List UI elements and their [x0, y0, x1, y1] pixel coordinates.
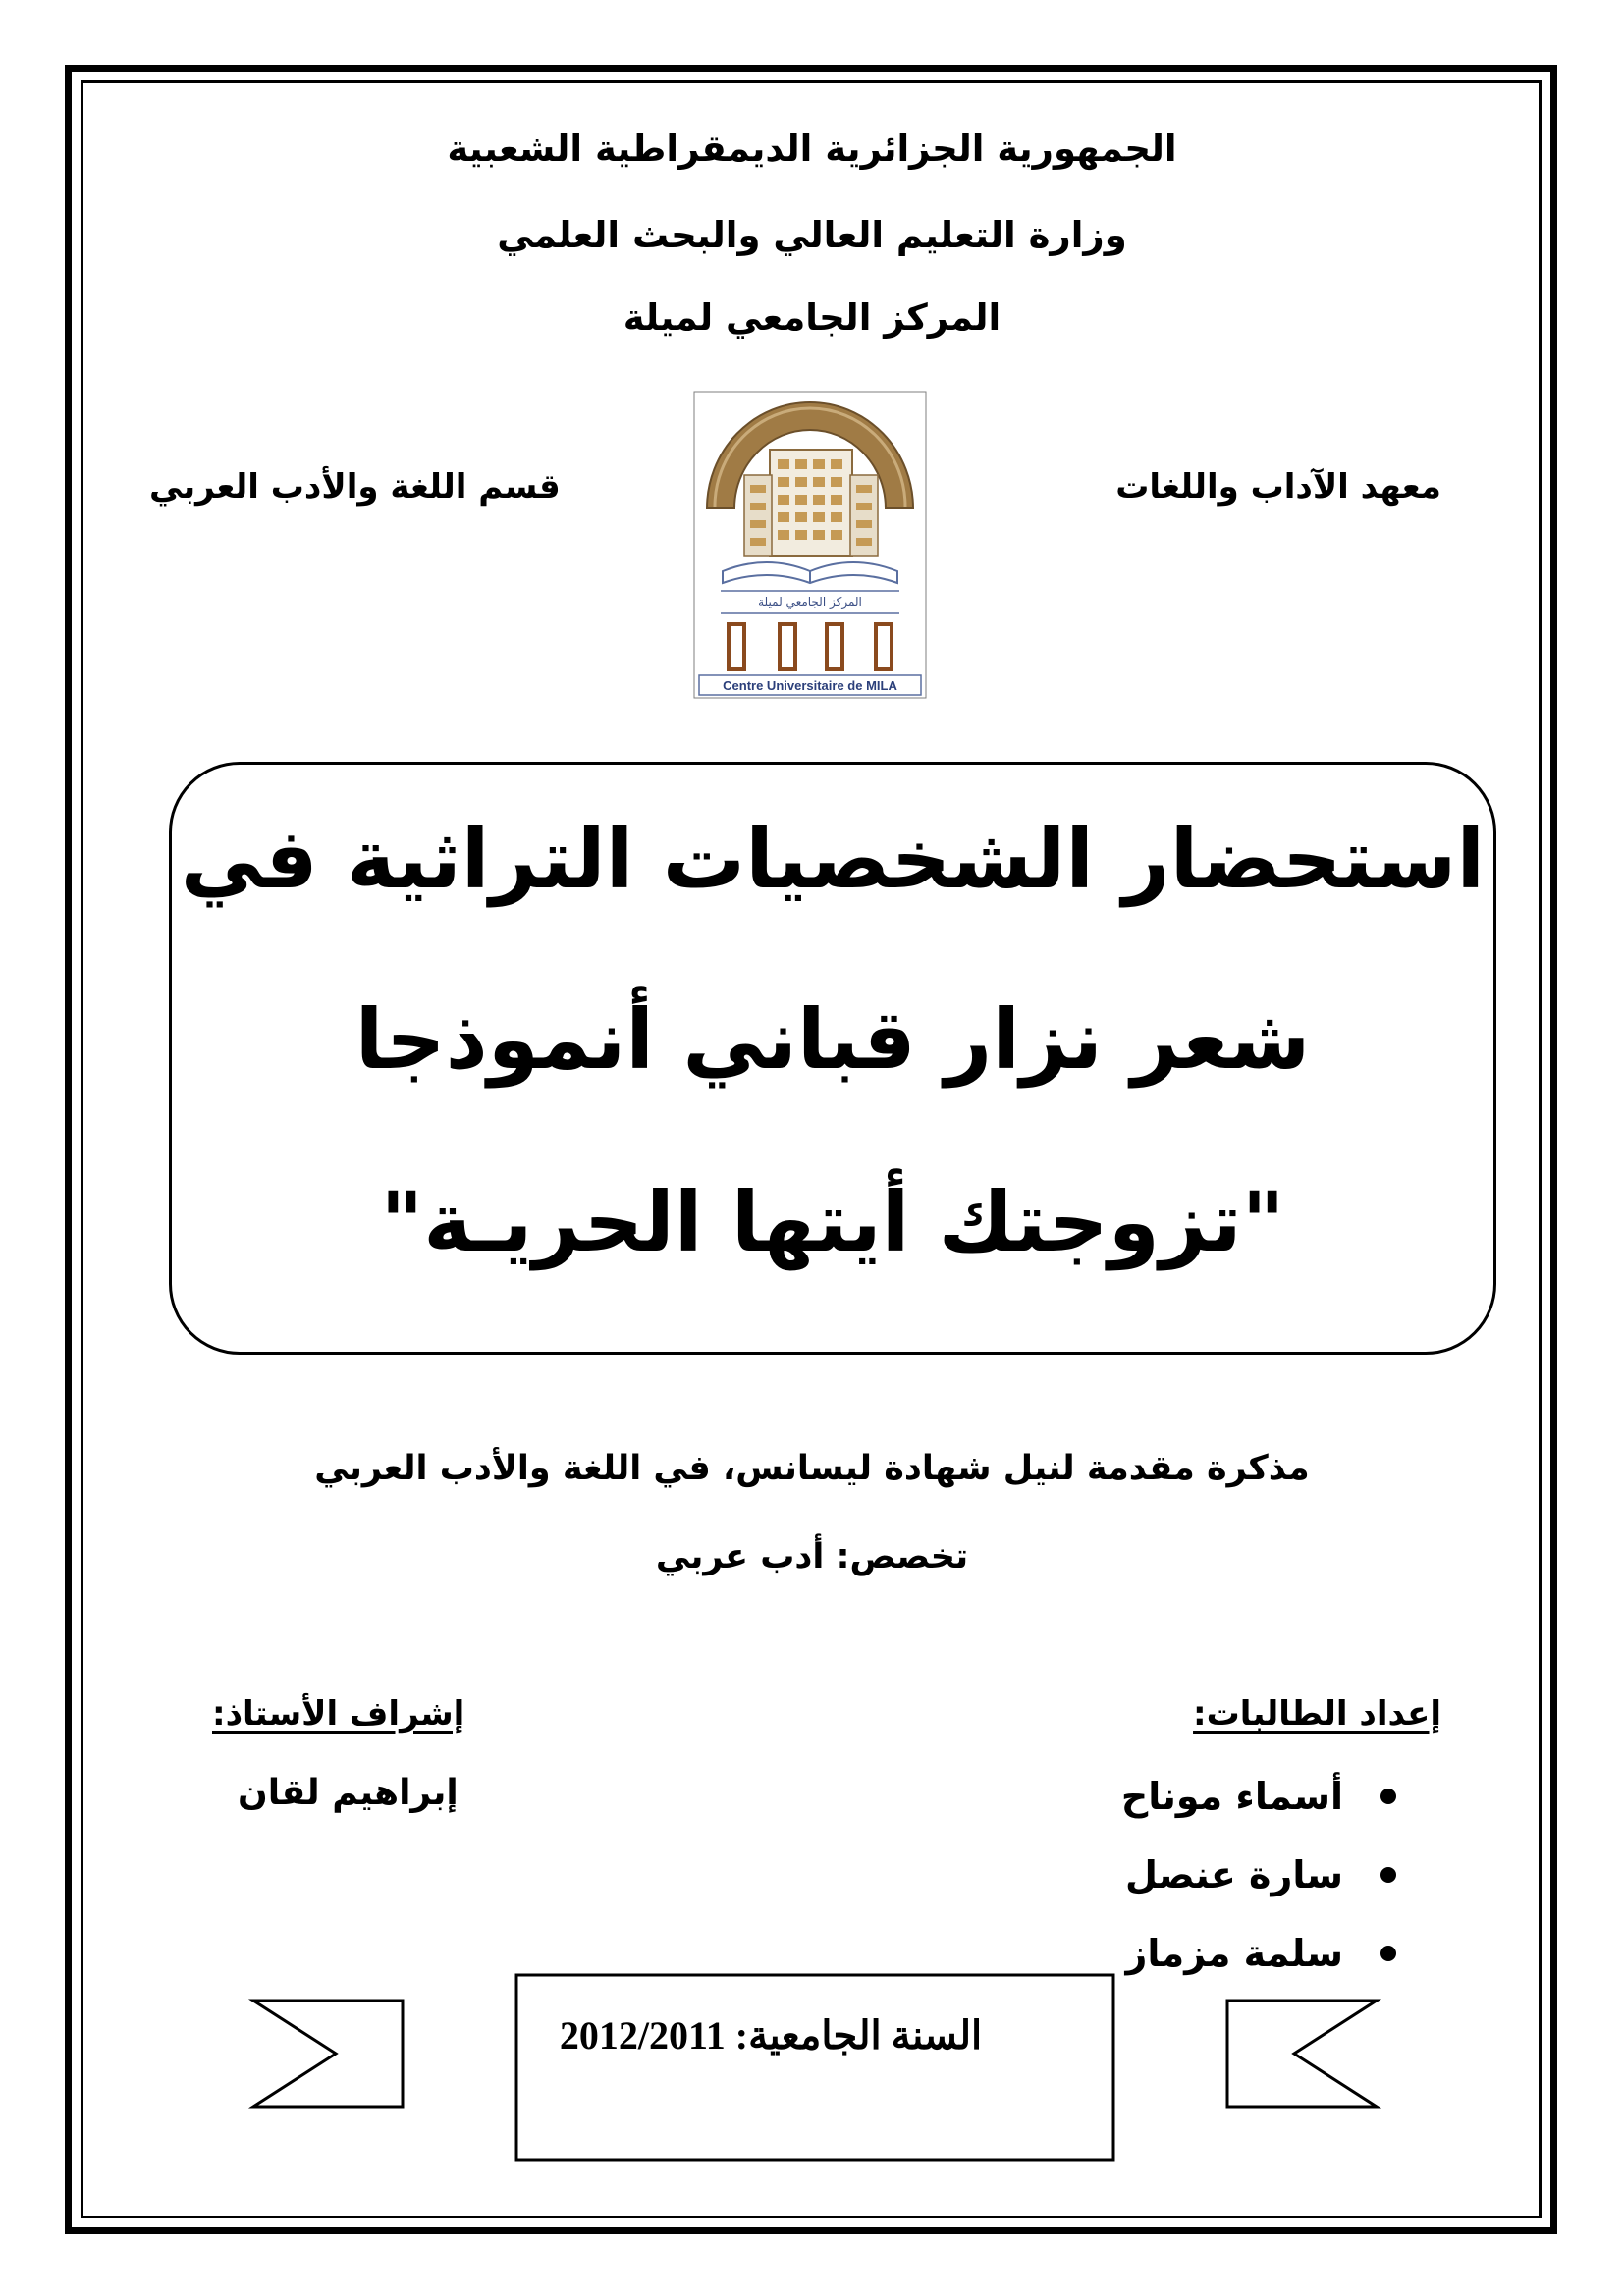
title-line-2: شعر نزار قباني أنموذجا: [354, 991, 1311, 1088]
title-line-3: "تزوجتك أيتها الحريـة": [380, 1174, 1285, 1270]
student-name: أسماء موناح: [1120, 1775, 1343, 1818]
student-name: سارة عنصل: [1124, 1853, 1343, 1896]
academic-year: [520, 2012, 1021, 2058]
thesis-description: مذكرة مقدمة لنيل شهادة ليسانس، في اللغة والأدب العربي: [314, 1449, 1310, 1488]
open-book-icon: [723, 562, 897, 583]
academic-year-label: السنة الجامعية:: [734, 2013, 983, 2057]
supervisor-label: إشراف الأستاذ:: [212, 1694, 465, 1734]
center-heading: المركز الجامعي لميلة: [623, 296, 1001, 339]
thesis-specialty: تخصص: أدب عربي: [655, 1537, 969, 1576]
student-name: سلمة مزماز: [1125, 1932, 1343, 1975]
university-logo: [693, 391, 927, 699]
building-icon: [744, 450, 878, 556]
list-item: [1003, 1769, 1396, 1847]
academic-year-value: 2012/2011: [559, 2013, 726, 2057]
students-label: إعداد الطالبات:: [1193, 1694, 1441, 1734]
logo-latin-text: Centre Universitaire de MILA: [723, 678, 897, 693]
year-banner: [245, 1971, 1384, 2167]
title-line-1: استحضار الشخصيات التراثية في: [180, 811, 1486, 907]
institute-label: معهد الآداب واللغات: [1115, 467, 1441, 507]
list-item: [1003, 1847, 1396, 1926]
department-label: قسم اللغة والأدب العربي: [149, 467, 561, 507]
bullet-icon: [1380, 1946, 1396, 1961]
logo-arabic-text: المركز الجامعي لميلة: [758, 595, 862, 609]
bullet-icon: [1380, 1867, 1396, 1883]
students-list: [1003, 1769, 1396, 2004]
bullet-icon: [1380, 1789, 1396, 1804]
supervisor-name: إبراهيم لقان: [238, 1773, 459, 1813]
ministry-heading: وزارة التعليم العالي والبحث العلمي: [497, 214, 1127, 256]
republic-heading: الجمهورية الجزائرية الديمقراطية الشعبية: [447, 128, 1177, 170]
columns-icon: [729, 624, 892, 669]
